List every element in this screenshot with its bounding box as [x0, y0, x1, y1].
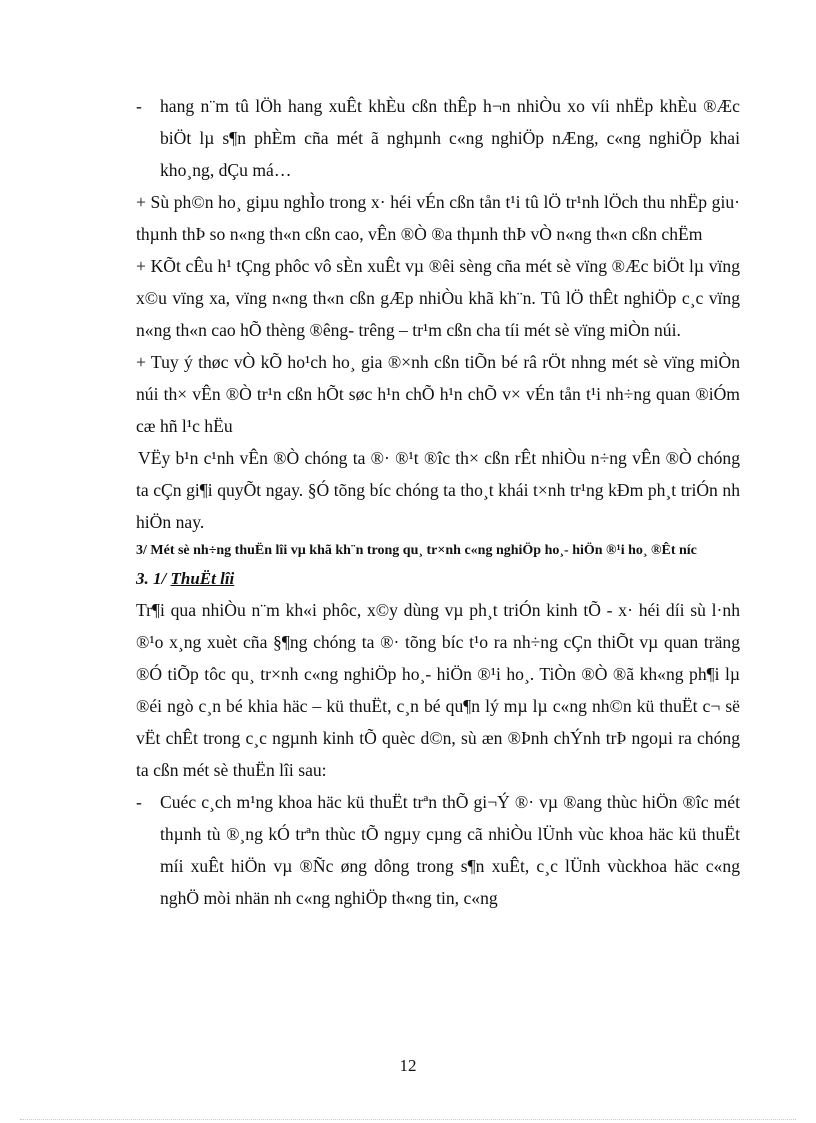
paragraph-income-gap: + Sù ph©n ho¸ giµu nghÌo trong x· héi vÉn cßn tån t¹i tû lÖ tr¹nh lÖch thu nhËp giu· thµnh thÞ so n«ng th«n cßn cao, vÊn ®Ò ®a thµnh thÞ vÒ n«ng th«n cßn chËm	[136, 192, 740, 244]
bullet-marker: -	[136, 792, 142, 812]
bullet-text: hang n¨m tû lÖh hang xuÊt khÈu cßn thÊp h¬n nhiÒu xo víi nhËp khÈu ®Æc biÖt lµ s¶n phÈm cña mét ã nghµnh c«ng nghiÖp nÆng, c«ng nghiÖp khai kho¸ng, dÇu má…	[160, 96, 740, 180]
paragraph-advantages: Tr¶i qua nhiÒu n¨m kh«i phôc, x©y dùng vµ ph¸t triÓn kinh tÕ - x· héi díi sù l·nh ®¹o x¸ng xuèt cña §¶ng chóng ta ®· tõng bíc t¹o ra nh÷ng cÇn thiÕt vµ quan träng ®Ó tiÕp tôc qu¸ tr×nh c«ng nghiÖp ho¸- hiÖn ®¹i ho¸. TiÒn ®Ò ®ã kh«ng ph¶i lµ ®éi ngò c¸n bé khia häc – kü thuËt, c¸n bé qu¶n lý mµ lµ c«ng nh©n kü thuËt c¬ së vËt chÊt trong c¸c ngµnh kinh tÕ quèc d©n, sù æn ®Þnh chÝnh trÞ ngoµi ra chóng ta cßn mét sè thuËn lîi sau:	[136, 600, 740, 780]
bullet-marker: -	[136, 96, 142, 116]
paragraph-summary: VËy b¹n c¹nh vÊn ®Ò chóng ta ®· ®¹t ®îc th× cßn rÊt nhiÒu n÷ng vÊn ®Ò chóng ta cÇn gi¶i quyÕt ngay. §Ó tõng bíc chóng ta tho¸t khái t×nh tr¹ng kÐm ph¸t triÓn nh hiÖn nay.	[136, 448, 740, 532]
paragraph-infrastructure: + KÕt cÊu h¹ tÇng phôc vô sÈn xuÊt vµ ®êi sèng cña mét sè vïng ®Æc biÖt lµ vïng x©u vïng xa, vïng n«ng th«n cßn gÆp nhiÒu khã kh¨n. Tû lÖ thÊt nghiÖp c¸c vïng n«ng th«n cao hÕ thèng ®êng- trêng – tr¹m cßn cha tíi mét sè vïng miÒn núi.	[136, 256, 740, 340]
bullet-item-tech-revolution	[136, 786, 740, 914]
bullet-text: Cuéc c¸ch m¹ng khoa häc kü thuËt trªn thÕ gi¬Ý ®· vµ ®ang thùc hiÖn ®îc mét thµnh tù ®¸ng kÓ trªn thùc tÕ ngµy cµng cã nhiÒu lÜnh vùc khoa häc kü thuËt míi xuÊt hiÖn vµ ®Ñc øng dông trong s¶n xuÊt, c¸c lÜnh vùckhoa häc c«ng nghÖ mòi nhän nh c«ng nghiÖp th«ng tin, c«ng	[160, 792, 740, 908]
section-title: ThuËt lîi	[170, 569, 235, 588]
section-heading-3-1	[136, 564, 740, 594]
document-body	[136, 90, 740, 914]
paragraph-family-planning: + Tuy ý thøc vÒ kÕ ho¹ch ho¸ gia ®×nh cßn tiÕn bé râ rÖt nhng mét sè vïng miÒn núi th× vÊn ®Ò tr¹n cßn hÕt søc h¹n chÕ h¹n chÕ v× vÉn tån t¹i nh÷ng quan ®iÓm cæ hñ l¹c hËu	[136, 352, 740, 436]
section-heading-3: 3/ Mét sè nh÷ng thuËn lîi vµ khã kh¨n trong qu¸ tr×nh c«ng nghiÖp ho¸- hiÖn ®¹i ho¸ ®Êt níc	[136, 543, 697, 558]
page-divider	[20, 1119, 796, 1120]
section-number: 3. 1/	[136, 569, 171, 588]
page-number: 12	[399, 1056, 417, 1075]
bullet-item-export	[136, 90, 740, 186]
